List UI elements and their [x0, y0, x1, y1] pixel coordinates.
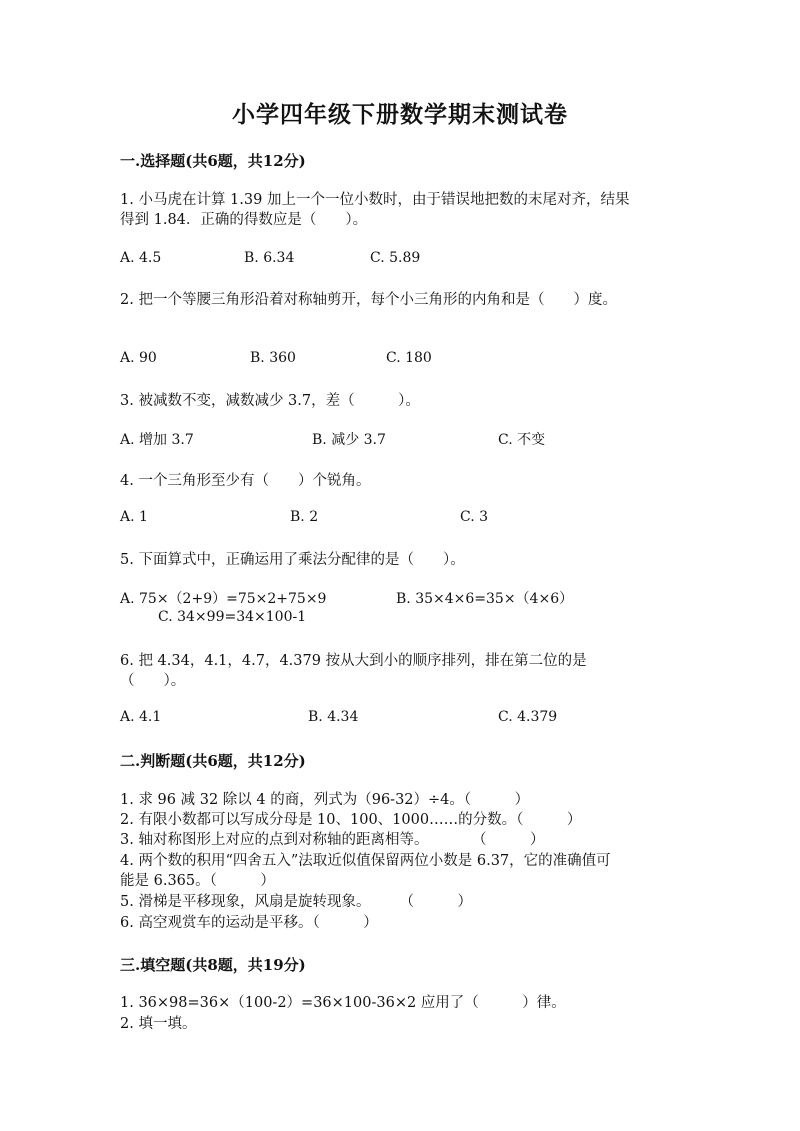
- question-line: 4. 一个三角形至少有（ ）个锐角。: [120, 473, 371, 489]
- question-line: 3. 轴对称图形上对应的点到对称轴的距离相等。 （ ）: [120, 832, 545, 848]
- question-line: 6. 把 4.34，4.1，4.7，4.379 按从大到小的顺序排列，排在第二位的是: [120, 653, 587, 669]
- option-b: B. 360: [250, 350, 296, 366]
- question-line: 得到 1.84．正确的得数应是（ ）。: [120, 212, 368, 228]
- option-b: B. 2: [290, 509, 319, 525]
- question-line: 1. 36×98=36×（100-2）=36×100-36×2 应用了（ ）律。: [120, 995, 566, 1011]
- option-b: B. 4.34: [308, 709, 359, 725]
- option-a: A. 75×（2+9）=75×2+75×9: [120, 591, 327, 607]
- question-line: 1. 小马虎在计算 1.39 加上一个一位小数时，由于错误地把数的末尾对齐，结果: [120, 192, 630, 208]
- question-line: 能是 6.365。（ ）: [120, 873, 275, 889]
- option-c: C. 不变: [498, 432, 546, 448]
- option-a: A. 1: [120, 509, 148, 525]
- question-line: 1. 求 96 减 32 除以 4 的商，列式为（96-32）÷4。（ ）: [120, 792, 530, 808]
- page-title: 小学四年级下册数学期末测试卷: [232, 101, 568, 128]
- option-c: C. 34×99=34×100-1: [158, 609, 307, 625]
- question-line: 2. 有限小数都可以写成分母是 10、100、1000……的分数。（ ）: [120, 812, 582, 828]
- option-b: B. 35×4×6=35×（4×6）: [396, 591, 574, 607]
- question-line: 3. 被减数不变，减数减少 3.7，差（ ）。: [120, 393, 420, 409]
- section-heading-choice: 一.选择题(共6题，共12分): [120, 152, 306, 170]
- question-line: 2. 把一个等腰三角形沿着对称轴剪开，每个小三角形的内角和是（ ）度。: [120, 292, 617, 308]
- question-line: 4. 两个数的积用“四舍五入”法取近似值保留两位小数是 6.37，它的准确值可: [120, 853, 611, 869]
- option-b: B. 6.34: [244, 250, 295, 266]
- question-line: 6. 高空观赏车的运动是平移。（ ）: [120, 915, 378, 931]
- question-line: （ ）。: [120, 673, 186, 689]
- option-c: C. 5.89: [370, 250, 421, 266]
- section-heading-fill: 三.填空题(共8题，共19分): [120, 956, 306, 974]
- option-c: C. 4.379: [498, 709, 558, 725]
- option-a: A. 增加 3.7: [120, 432, 194, 448]
- question-line: 5. 下面算式中，正确运用了乘法分配律的是（ ）。: [120, 552, 465, 568]
- option-c: C. 3: [460, 509, 489, 525]
- question-line: 5. 滑梯是平移现象，风扇是旋转现象。 （ ）: [120, 894, 472, 910]
- question-line: 2. 填一填。: [120, 1016, 197, 1032]
- section-heading-judge: 二.判断题(共6题，共12分): [120, 752, 306, 770]
- option-a: A. 4.1: [120, 709, 162, 725]
- option-b: B. 减少 3.7: [312, 432, 386, 448]
- option-a: A. 4.5: [120, 250, 162, 266]
- option-c: C. 180: [386, 350, 432, 366]
- option-a: A. 90: [120, 350, 157, 366]
